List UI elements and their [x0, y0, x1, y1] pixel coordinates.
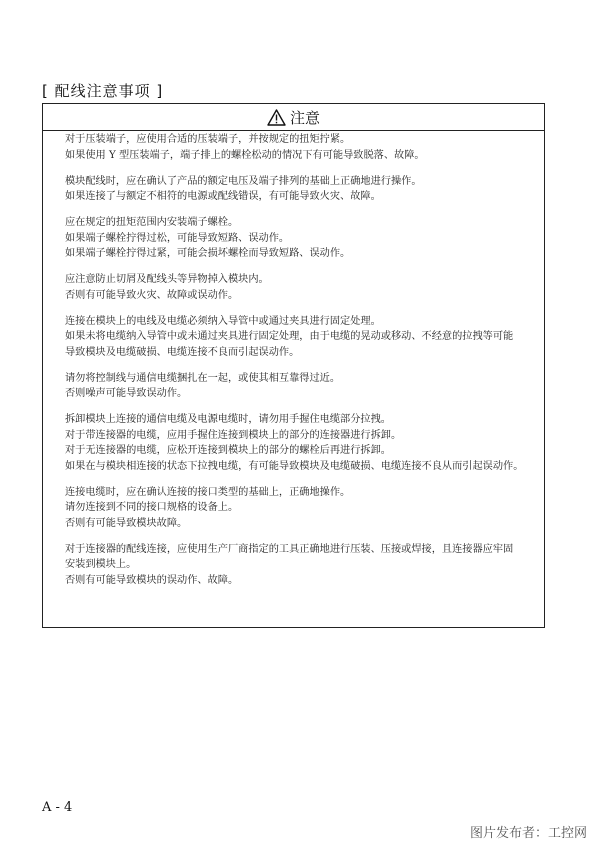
section-title: [ 配线注意事项 ]	[42, 82, 164, 100]
caution-line: 如果连接了与额定不相符的电源或配线错误，有可能导致火灾、故障。	[65, 191, 381, 202]
caution-paragraph	[65, 542, 538, 589]
caution-body	[43, 131, 544, 588]
caution-line: 如果未将电缆纳入导管中或未通过夹具进行固定处理，由于电缆的晃动或移动、不经意的拉拽等可能	[65, 331, 514, 342]
caution-line: 如果使用 Y 型压装端子，端子排上的螺栓松动的情况下有可能导致脱落、故障。	[65, 149, 425, 161]
caution-line: 应注意防止切屑及配线头等异物掉入模块内。	[65, 274, 269, 285]
caution-paragraph	[65, 412, 538, 474]
caution-line: 应在规定的扭矩范围内安装端子螺栓。	[65, 217, 239, 228]
caution-paragraph	[65, 314, 538, 361]
caution-paragraph	[65, 215, 538, 262]
caution-paragraph	[65, 132, 538, 163]
caution-line: 如果端子螺栓拧得过紧，可能会损坏螺栓而导致短路、误动作。	[65, 248, 351, 259]
caution-box	[42, 103, 545, 628]
caution-line: 对于连接器的配线连接，应使用生产厂商指定的工具正确地进行压装、压接或焊接，且连接器应牢固	[65, 543, 514, 555]
caution-line: 否则有可能导致火灾、故障或误动作。	[65, 289, 239, 301]
caution-line: 连接电缆时，应在确认连接的接口类型的基础上，正确地操作。	[65, 486, 351, 498]
caution-line: 对于带连接器的电缆，应用手握住连接到模块上的部分的连接器进行拆卸。	[65, 429, 402, 441]
caution-paragraph	[65, 371, 538, 402]
caution-line: 请勿将控制线与通信电缆捆扎在一起，或使其相互靠得过近。	[65, 372, 341, 384]
caution-line: 拆卸模块上连接的通信电缆及电源电缆时，请勿用手握住电缆部分拉拽。	[65, 414, 391, 425]
page-number: A - 4	[42, 800, 73, 815]
caution-line: 否则有可能导致模块故障。	[65, 517, 188, 529]
caution-line: 如果端子螺栓拧得过松，可能导致短路、误动作。	[65, 232, 290, 244]
caution-label: 注意	[289, 108, 320, 127]
caution-line: 如果在与模块相连接的状态下拉拽电缆，有可能导致模块及电缆破损、电缆连接不良从而引起误动作。	[65, 460, 524, 472]
caution-paragraph	[65, 272, 538, 303]
warning-triangle-icon	[267, 109, 286, 126]
caution-header	[43, 104, 544, 131]
caution-line: 模块配线时，应在确认了产品的额定电压及端子排列的基础上正确地进行操作。	[65, 175, 422, 187]
caution-paragraph	[65, 174, 538, 205]
caution-line: 对于压装端子，应使用合适的压装端子，并按规定的扭矩拧紧。	[65, 134, 351, 145]
caution-line: 否则有可能导致模块的误动作、故障。	[65, 574, 239, 586]
caution-line: 否则噪声可能导致误动作。	[65, 388, 188, 399]
caution-line: 导致模块及电缆破损、电缆连接不良而引起误动作。	[65, 346, 300, 358]
caution-line: 对于无连接器的电缆，应松开连接到模块上的部分的螺栓后再进行拆卸。	[65, 445, 391, 456]
caution-line: 请勿连接到不同的接口规格的设备上。	[65, 502, 239, 513]
caution-line: 安装到模块上。	[65, 559, 137, 570]
watermark: 图片发布者：工控网	[469, 826, 587, 841]
caution-line: 连接在模块上的电线及电缆必须纳入导管中或通过夹具进行固定处理。	[65, 315, 381, 327]
caution-paragraph	[65, 485, 538, 532]
